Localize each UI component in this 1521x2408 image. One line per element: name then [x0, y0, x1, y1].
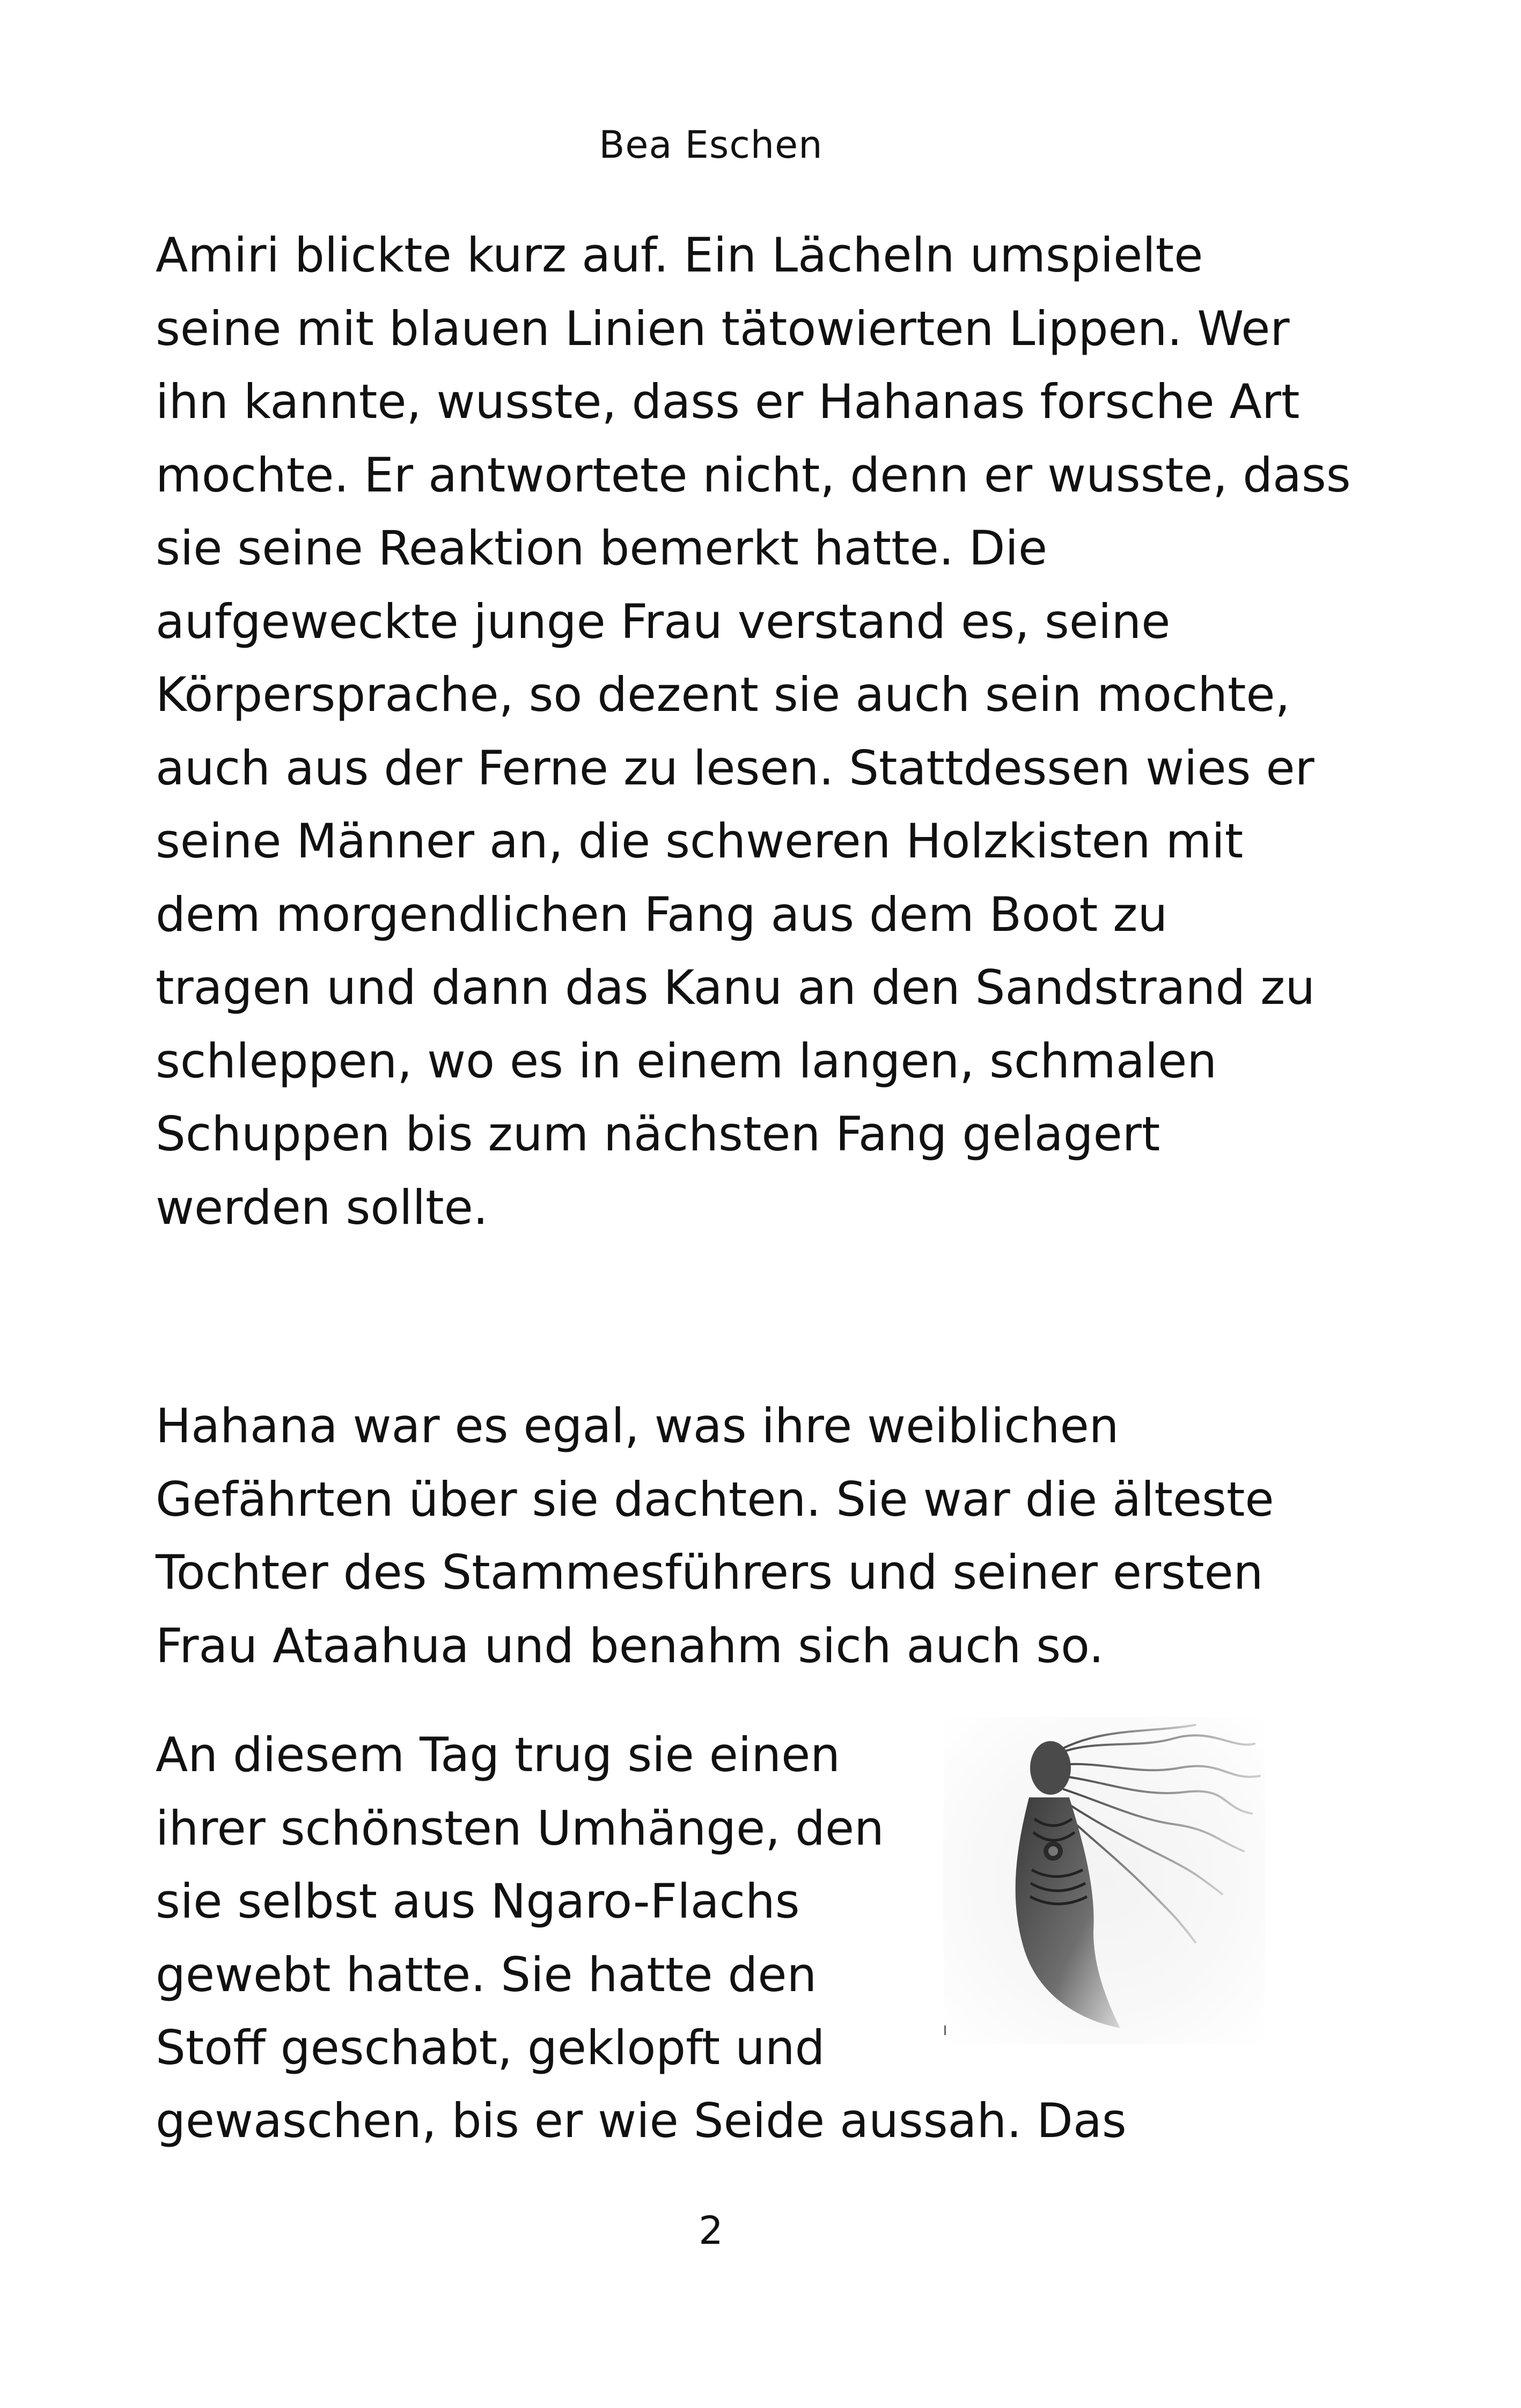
running-header-author: Bea Eschen: [599, 123, 823, 167]
paragraph-amiri: Amiri blickte kurz auf. Ein Lächeln umspielte seine mit blauen Linien tätowierten Lippen. Wer ihn kannte, wusste, dass er Hahanas forsche Art mochte. Er antwortete nicht, denn er wusste, dass sie seine Reaktion bemerkt hatte. Die aufgeweckte junge Frau verstand es, seine Körpersprache, so dezent sie auch sein mochte, auch aus der Ferne zu lesen. Stattdessen wies er seine Männer an, die schweren Holzkisten mit dem morgendlichen Fang aus dem Boot zu tragen und dann das Kanu an den Sandstrand zu schleppen, wo es in einem langen, schmalen Schuppen bis zum nächsten Fang gelagert werden sollte.: [156, 227, 1351, 1235]
woman-illustration: [943, 1717, 1265, 2044]
woman-silhouette-image: [943, 1717, 1265, 2044]
paragraph-hahana: Hahana war es egal, was ihre weiblichen Gefährten über sie dachten. Sie war die älteste Tochter des Stammesführers und seiner ersten Frau Ataahua und benahm sich auch so.: [156, 1398, 1274, 1673]
paragraph-cloak-continued: gewaschen, bis er wie Seide aussah. Das: [156, 2093, 1127, 2148]
paragraph-cloak: An diesem Tag trug sie einen ihrer schönsten Umhänge, den sie selbst aus Ngaro-Flachs gewebt hatte. Sie hatte den Stoff geschabt, geklopft und: [156, 1727, 884, 2075]
page-number: 2: [699, 2208, 723, 2253]
